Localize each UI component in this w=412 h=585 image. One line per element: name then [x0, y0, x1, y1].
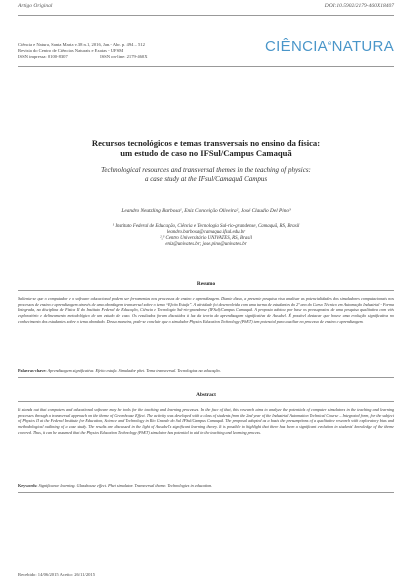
journal-info: [18, 42, 148, 60]
doi[interactable]: DOI:10.5902/2179-460X18407: [324, 3, 394, 9]
journal-rule: [18, 66, 394, 67]
subtitle-line-2: a case study at the IFsul/Camaquã Campus: [144, 175, 268, 183]
affiliations: [20, 224, 392, 248]
affiliation-1-email[interactable]: leandro.barbosa@camaqua.ifsul.edu.br: [166, 230, 246, 236]
resumo-rule: [18, 290, 394, 291]
page-header: [18, 3, 394, 15]
header-rule: [18, 15, 394, 16]
issn-print: ISSN impressa: 0100-8307: [18, 54, 68, 59]
article-subtitle: [30, 166, 382, 184]
abstract-heading: Abstract: [196, 392, 216, 398]
resumo-end-rule: [18, 377, 394, 378]
affiliation-2: ²,³ Centro Universitário UNIVATES, RS, Brasil: [160, 236, 252, 242]
abstract-keywords-value: Significance learning. Glasshouse effect. Phet simulator. Transversal theme. Technologies in education.: [38, 483, 213, 488]
affiliation-2-email[interactable]: eniz@univates.br; jose.pino@univates.br: [165, 242, 247, 248]
journal-citation: Ciência e Natura, Santa Maria v.38 n.1, 2016, Jan.- Abr. p. 494 – 512: [18, 42, 145, 47]
title-line-2: um estudo de caso no IFSul/Campus Camaquã: [120, 148, 292, 158]
logo-conjunction: e: [328, 41, 332, 47]
resumo-keywords: [18, 368, 394, 373]
abstract-keywords-label: Keywords:: [18, 483, 38, 488]
issn-line: [18, 54, 148, 60]
resumo-heading: Resumo: [196, 281, 216, 287]
logo-word-ciencia: CIÊNCIA: [265, 38, 328, 55]
abstract-keywords: [18, 483, 394, 488]
journal-logo: [265, 38, 394, 55]
abstract-end-rule: [18, 492, 394, 493]
resumo-text: Salienta-se que o computador e o software educacional podem ser ferramentas nos processos de ensino e aprendizagem. Diante disso, a presente pesquisa visa analisar as potencialidades dos simuladores computacionais nos processos de ensino e aprendizagem através de uma abordagem transversal sobre o tema “Efeito Estufa”. A atividade foi desenvolvida com uma turma de estudantes do 2º ano do Curso Técnico em Automação Industrial - Forma Integrada, na disciplina de Física II do Instituto Federal de Educação, Ciência e Tecnologia Sul-rio-grandense (IFSul)/Campus Camaquã. A proposta adotou por base os pressupostos de uma pesquisa qualitativa com viés exploratório e delineamento metodológico de um estudo de caso. Os resultados foram discutidos à luz da teoria da aprendizagem significativa de Ausubel. É possível destacar que houve uma evolução significativa no conhecimento dos estudantes sobre o tema abordado. Dessa maneira, pode-se concluir que o simulador Physics Education Technology (PhET) tem potencial para auxiliar no processo de ensino e aprendizagem.: [18, 296, 394, 324]
logo-word-natura: NATURA: [331, 38, 394, 55]
abstract-text: It stands out that computers and educational software may be tools for the teaching and learning processes. In the face of that, this research aims to analyze the potentials of computer simulators in the teaching and learning processes through a transversal approach on the theme of Greenhouse Effect. The activity was developed with a class of students from the 2nd year of the Industrial Automation Technical Course – Integrated form, for the subject of Physics II at the Federal Institute for Education, Science and Technology in Rio Grande do Sul IFSul/Campus Camaquã. The proposal adopted as a basis the presumptions of a qualitative research with exploratory bias and methodological outlining of a case study. The results are discussed in the light of Ausubel's significant learning theory. It is possible to highlight that there has been a significant evolution in students' knowledge of the theme covered. Thus, it can be assumed that the Physics Education Technology (PhET) simulator has potential to aid in the teaching and learning process.: [18, 407, 394, 435]
article-type: Artigo Original: [18, 3, 53, 9]
abstract-rule: [18, 401, 394, 402]
received-accepted-dates: Recebido: 14/06/2015 Aceito: 26/11/2015: [18, 572, 96, 577]
resumo-keywords-label: Palavras-chave:: [18, 368, 47, 373]
authors: Leandro Neutzling Barbosa¹, Eniz Conceição Oliveira², José Claudio Del Pino³: [121, 208, 291, 214]
affiliation-1: ¹ Instituto Federal de Educação, Ciência e Tecnologia Sul-rio-grandense, Camaquã, RS, Brasil: [112, 224, 300, 229]
resumo-keywords-value: Aprendizagem significativa. Efeito estufa. Simulador phet. Tema transversal. Tecnologias na educação.: [47, 368, 221, 373]
journal-center: Revista do Centro de Ciências Naturais e Exatas - UFSM: [18, 48, 124, 53]
title-line-1: Recursos tecnológicos e temas transversais no ensino da física:: [91, 138, 321, 148]
issn-online: ISSN on-line: 2179-460X: [100, 54, 148, 59]
article-title: [30, 138, 382, 158]
subtitle-line-1: Technological resources and transversal themes in the teaching of physics:: [101, 166, 311, 174]
